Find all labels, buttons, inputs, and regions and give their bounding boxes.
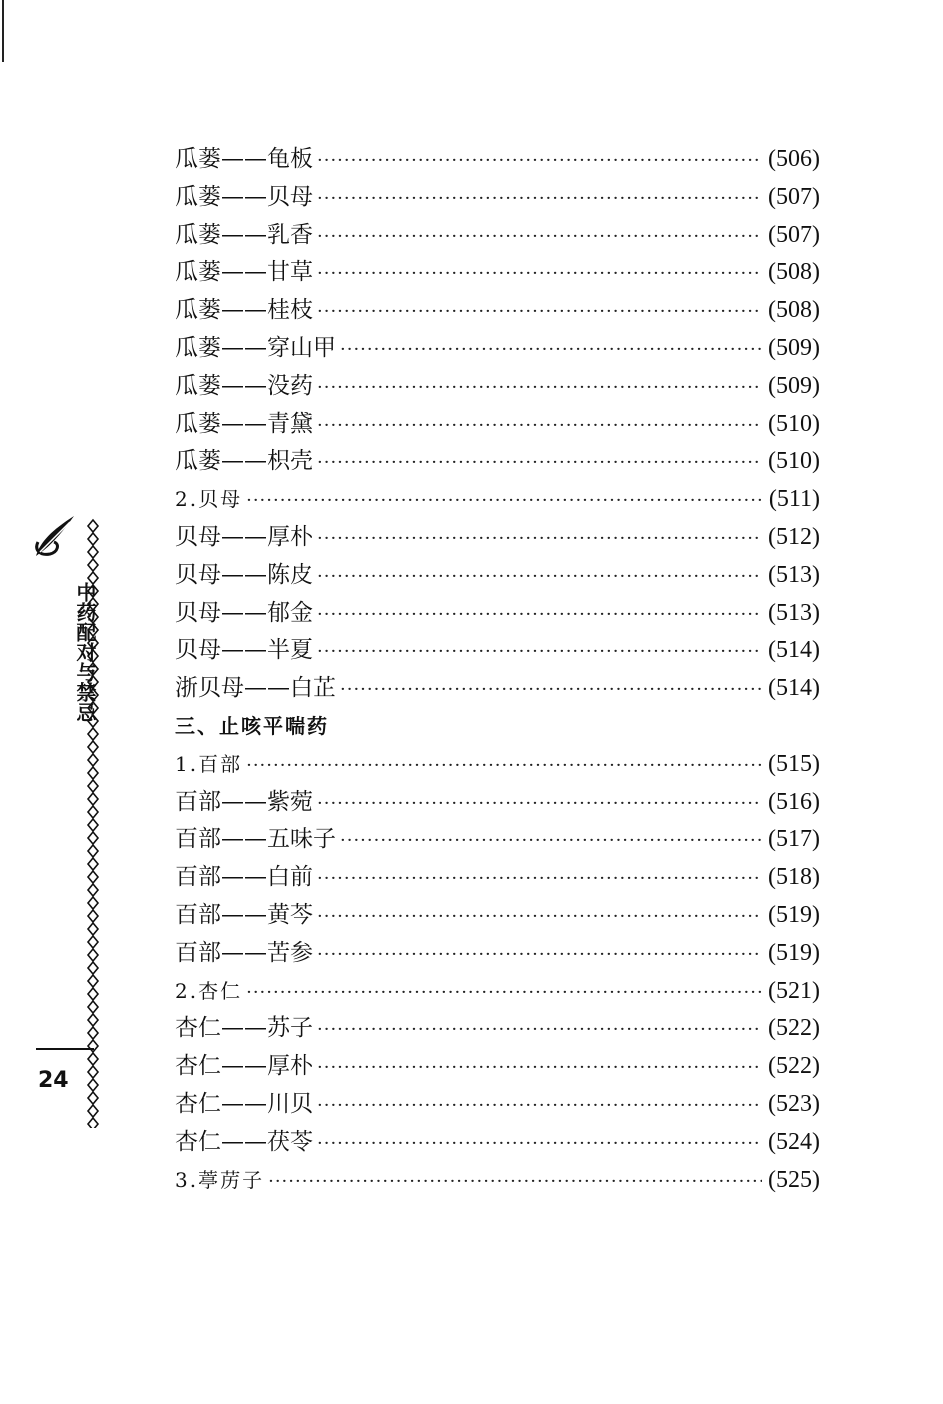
toc-dot-leader [340,331,762,369]
toc-entry-title: 2.杏仁 [175,978,243,1003]
toc-entry [175,1010,820,1048]
toc-entry-page: (516) [768,788,820,815]
toc-entry [175,481,820,519]
toc-entry-page: (524) [768,1128,820,1155]
toc-dot-leader [317,369,762,407]
toc-entry-page: (506) [768,146,820,172]
toc-entry-page: (508) [768,259,820,286]
toc-entry-page: (513) [768,599,820,626]
toc-entry-page: (511) [768,486,820,513]
toc-entry [175,1048,820,1086]
toc-entry [175,897,820,935]
toc-entry-title: 瓜蒌——贝母 [175,183,313,210]
toc-entry-title: 瓜蒌——穿山甲 [175,334,336,361]
toc-entry-page: (510) [768,410,820,437]
toc-entry-page: (510) [768,448,820,475]
toc-dot-leader [317,520,762,558]
toc-dot-leader [340,671,762,709]
toc-entry [175,519,820,557]
toc-entry-page: (507) [768,183,820,210]
toc-dot-leader [317,1049,762,1087]
toc-entry [175,254,820,292]
toc-entry-title: 杏仁——川贝 [175,1090,313,1117]
toc-dot-leader [317,596,762,634]
table-of-contents [175,141,820,1199]
toc-entry-title: 3.葶苈子 [175,1167,265,1192]
toc-dot-leader [317,1011,762,1049]
toc-entry-title: 1.百部 [175,751,243,776]
toc-entry-title: 贝母——半夏 [175,637,313,664]
toc-dot-leader [317,633,762,671]
toc-entry-title: 浙贝母——白芷 [175,675,336,702]
toc-entry [175,1162,820,1200]
toc-entry-page: (522) [768,1015,820,1042]
toc-entry-page: (514) [768,637,820,664]
toc-entry-page: (518) [768,864,820,891]
toc-dot-leader [340,822,762,860]
toc-entry [175,330,820,368]
toc-entry-title: 瓜蒌——枳壳 [175,448,313,475]
toc-dot-leader [317,180,762,218]
toc-entry-title: 贝母——厚朴 [175,523,313,550]
toc-entry-title: 贝母——陈皮 [175,561,313,588]
toc-entry-page: (507) [768,221,820,248]
toc-entry [175,1086,820,1124]
toc-entry [175,217,820,255]
toc-entry-title: 杏仁——苏子 [175,1015,313,1042]
toc-entry-title: 瓜蒌——桂枝 [175,297,313,324]
toc-entry [175,784,820,822]
toc-dot-leader [317,558,762,596]
toc-entry [175,859,820,897]
toc-dot-leader [246,482,763,520]
toc-dot-leader [317,785,762,823]
toc-dot-leader [268,1163,762,1201]
book-sidebar [30,512,105,1132]
toc-entry [175,557,820,595]
toc-entry-page: (514) [768,675,820,702]
toc-entry-title: 三、止咳平喘药 [175,713,329,738]
toc-entry-title: 百部——白前 [175,864,313,891]
toc-section-heading [175,708,820,746]
toc-entry [175,632,820,670]
toc-dot-leader [317,255,762,293]
toc-entry [175,746,820,784]
book-title: 中药配对与禁忌 [73,582,97,722]
toc-entry [175,670,820,708]
toc-dot-leader [246,974,762,1012]
toc-entry [175,292,820,330]
toc-entry-page: (522) [768,1053,820,1080]
page-edge-line [2,0,4,62]
toc-dot-leader [317,444,762,482]
toc-entry [175,821,820,859]
toc-dot-leader [317,936,762,974]
toc-entry-page: (513) [768,561,820,588]
toc-dot-leader [317,293,762,331]
toc-entry-title: 瓜蒌——没药 [175,372,313,399]
toc-entry-title: 瓜蒌——乳香 [175,221,313,248]
toc-entry-page: (508) [768,297,820,324]
toc-entry [175,443,820,481]
chain-border-ornament [86,518,100,1128]
toc-entry [175,1124,820,1162]
toc-entry-title: 瓜蒌——青黛 [175,410,313,437]
toc-dot-leader [246,747,762,785]
toc-entry [175,595,820,633]
toc-entry-page: (512) [768,523,820,550]
toc-entry-title: 百部——苦参 [175,939,313,966]
toc-dot-leader [317,407,762,445]
toc-entry-title: 2.贝母 [175,487,243,512]
toc-entry-title: 瓜蒌——龟板 [175,146,313,172]
toc-dot-leader [317,142,762,180]
toc-entry [175,406,820,444]
page-number-rule [36,1048,94,1050]
toc-entry [175,141,820,179]
toc-entry-page: (523) [768,1090,820,1117]
page-number: 24 [38,1068,69,1093]
toc-entry-title: 杏仁——茯苓 [175,1128,313,1155]
toc-entry-page: (509) [768,372,820,399]
toc-entry-page: (525) [768,1166,820,1193]
toc-entry-page: (519) [768,939,820,966]
toc-entry-page: (517) [768,826,820,853]
toc-entry-title: 百部——五味子 [175,826,336,853]
toc-entry-page: (515) [768,750,820,777]
toc-entry [175,179,820,217]
toc-entry [175,368,820,406]
toc-entry-title: 百部——黄芩 [175,901,313,928]
toc-entry [175,935,820,973]
toc-entry-page: (519) [768,901,820,928]
toc-entry [175,973,820,1011]
toc-entry-title: 瓜蒌——甘草 [175,259,313,286]
toc-entry-page: (509) [768,334,820,361]
toc-dot-leader [317,1087,762,1125]
toc-dot-leader [317,860,762,898]
toc-entry-page: (521) [768,977,820,1004]
toc-entry-title: 贝母——郁金 [175,599,313,626]
toc-entry-title: 百部——紫菀 [175,788,313,815]
quill-pen-icon [30,512,78,560]
toc-dot-leader [317,1125,762,1163]
toc-dot-leader [317,898,762,936]
toc-dot-leader [317,218,762,256]
toc-entry-title: 杏仁——厚朴 [175,1053,313,1080]
